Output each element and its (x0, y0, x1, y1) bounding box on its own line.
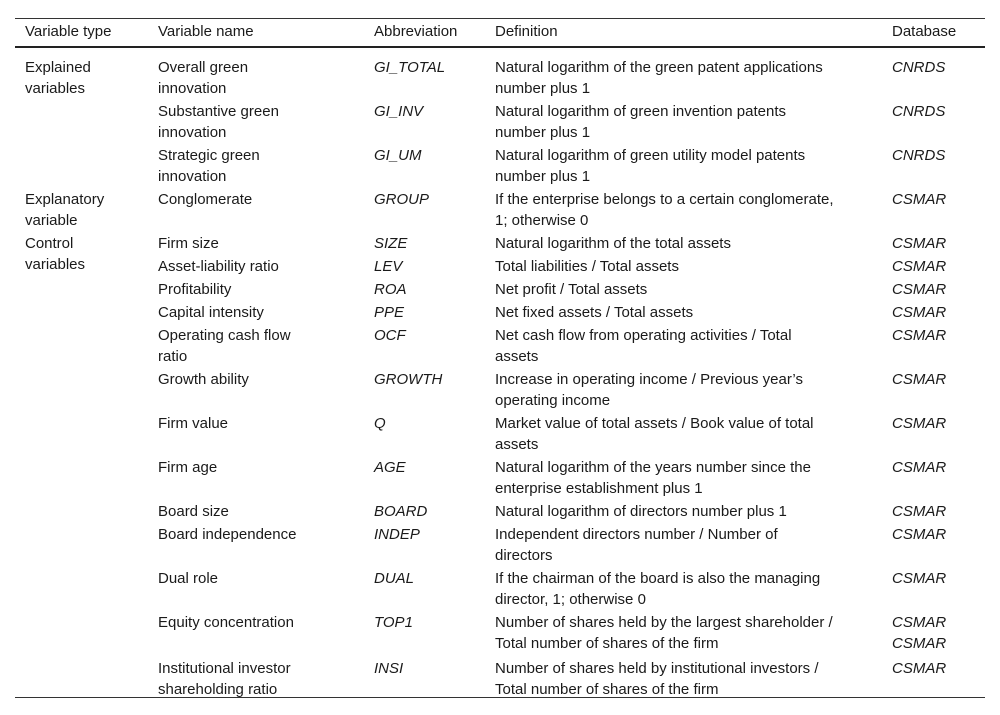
database-cell: CSMAR (892, 526, 947, 543)
database-cell: CNRDS (892, 103, 946, 120)
database-cell: CNRDS (892, 59, 946, 76)
database-cell: CSMAR (892, 415, 947, 432)
definition-cell: Net profit / Total assets (495, 281, 648, 298)
database-cell: CSMAR (892, 660, 947, 677)
variable-name-cell: Profitability (158, 281, 232, 298)
table-bottom-rule (15, 697, 985, 698)
variable-name-cell: Conglomerate (158, 191, 253, 208)
database-cell: CSMAR (892, 570, 947, 587)
abbreviation-cell: GI_TOTAL (374, 59, 446, 76)
variable-name-cell: Board independence (158, 526, 297, 543)
database-cell: CSMAR (892, 503, 947, 520)
abbreviation-cell: INSI (374, 660, 404, 677)
header-variable-name: Variable name (158, 23, 254, 40)
definition-cell: If the enterprise belongs to a certain conglomerate, 1; otherwise 0 (495, 191, 834, 229)
definition-cell: Number of shares held by the largest shareholder / Total number of shares of the firm (495, 614, 833, 652)
table-top-rule (15, 18, 985, 19)
definition-cell: Natural logarithm of directors number plus 1 (495, 503, 787, 520)
abbreviation-cell: ROA (374, 281, 407, 298)
abbreviation-cell: SIZE (374, 235, 408, 252)
variable-name-cell: Dual role (158, 570, 219, 587)
header-database: Database (892, 23, 957, 40)
abbreviation-cell: GI_UM (374, 147, 422, 164)
variable-name-cell: Strategic green innovation (158, 147, 260, 185)
definition-cell: If the chairman of the board is also the managing director, 1; otherwise 0 (495, 570, 821, 608)
definition-cell: Net cash flow from operating activities / Total assets (495, 327, 792, 365)
variable-name-cell: Growth ability (158, 371, 249, 388)
variable-name-cell: Operating cash flow ratio (158, 327, 291, 365)
abbreviation-cell: Q (374, 415, 386, 432)
database-cell: CSMAR (892, 281, 947, 298)
database-cell: CSMAR (892, 459, 947, 476)
variable-name-cell: Asset-liability ratio (158, 258, 279, 275)
database-cell: CSMAR (892, 235, 947, 252)
definition-cell: Independent directors number / Number of directors (495, 526, 778, 564)
abbreviation-cell: LEV (374, 258, 403, 275)
abbreviation-cell: GROWTH (374, 371, 443, 388)
abbreviation-cell: INDEP (374, 526, 420, 543)
header-variable-type: Variable type (25, 23, 112, 40)
definition-cell: Natural logarithm of the years number since the enterprise establishment plus 1 (495, 459, 811, 497)
database-cell: CSMAR (892, 258, 947, 275)
abbreviation-cell: OCF (374, 327, 406, 344)
definition-cell: Number of shares held by institutional investors / Total number of shares of the firm (495, 660, 819, 698)
definition-cell: Total liabilities / Total assets (495, 258, 679, 275)
variable-name-cell: Equity concentration (158, 614, 294, 631)
variable-type-cell: Explanatory variable (25, 191, 105, 229)
database-cell: CSMAR CSMAR (892, 614, 947, 652)
variable-name-cell: Institutional investor shareholding ratio (158, 660, 291, 698)
database-cell: CSMAR (892, 327, 947, 344)
definition-cell: Market value of total assets / Book value of total assets (495, 415, 814, 453)
abbreviation-cell: BOARD (374, 503, 428, 520)
database-cell: CSMAR (892, 371, 947, 388)
database-cell: CSMAR (892, 191, 947, 208)
definition-cell: Natural logarithm of the green patent applications number plus 1 (495, 59, 823, 97)
variable-name-cell: Capital intensity (158, 304, 264, 321)
variable-name-cell: Substantive green innovation (158, 103, 279, 141)
definition-cell: Natural logarithm of green invention patents number plus 1 (495, 103, 787, 141)
abbreviation-cell: TOP1 (374, 614, 413, 631)
database-cell: CNRDS (892, 147, 946, 164)
header-definition: Definition (495, 23, 558, 40)
variable-name-cell: Firm size (158, 235, 219, 252)
abbreviation-cell: PPE (374, 304, 405, 321)
variable-name-cell: Firm age (158, 459, 218, 476)
abbreviation-cell: AGE (374, 459, 406, 476)
abbreviation-cell: DUAL (374, 570, 415, 587)
variable-name-cell: Overall green innovation (158, 59, 249, 97)
header-rule (15, 46, 985, 48)
variable-name-cell: Board size (158, 503, 229, 520)
database-cell: CSMAR (892, 304, 947, 321)
definition-cell: Net fixed assets / Total assets (495, 304, 694, 321)
variable-name-cell: Firm value (158, 415, 229, 432)
header-abbreviation: Abbreviation (374, 23, 458, 40)
definition-cell: Natural logarithm of green utility model patents number plus 1 (495, 147, 806, 185)
definition-cell: Natural logarithm of the total assets (495, 235, 731, 252)
variable-type-cell: Explained variables (25, 59, 91, 97)
variable-type-cell: Control variables (25, 235, 86, 273)
abbreviation-cell: GI_INV (374, 103, 424, 120)
definition-cell: Increase in operating income / Previous year’s operating income (495, 371, 803, 409)
abbreviation-cell: GROUP (374, 191, 430, 208)
